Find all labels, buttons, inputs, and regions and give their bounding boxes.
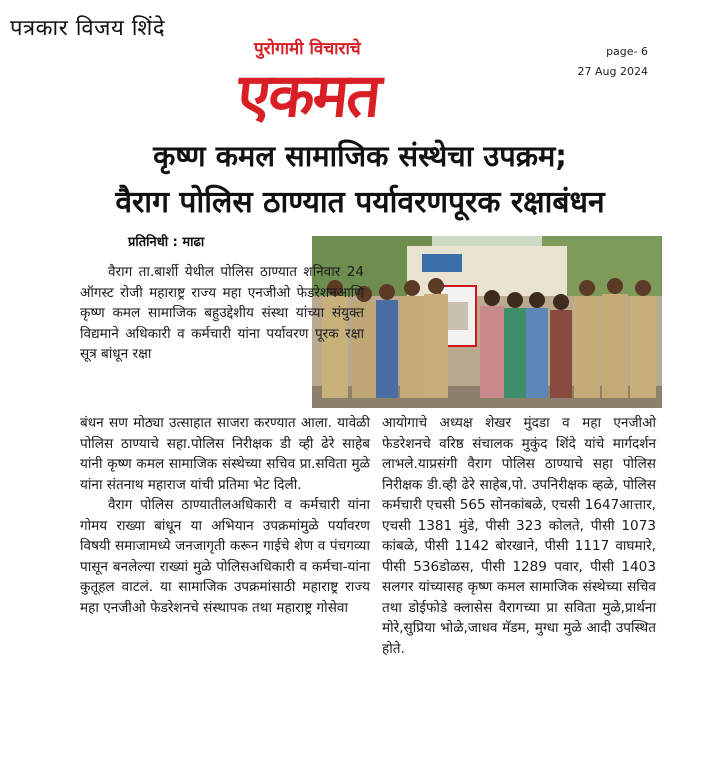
paragraph-1-part-a: वैराग ता.बार्शी येथील पोलिस ठाण्यात शनिवार 24 ऑगस्ट रोजी महाराष्ट्र राज्य महा एनजीओ फेडरेशनआणि कृष्ण कमल सामाजिक बहुउद्देशीय संस्था यांच्या संयुक्त विद्यमाने अधिकारी व कर्मचारी यांना पर्यावरण पूरक रक्षा सूत्र बांधून रक्षा	[80, 264, 364, 362]
masthead	[234, 34, 468, 131]
paragraph-3: आयोगाचे अध्यक्ष शेखर मुंदडा व महा एनजीओ फेडरेशनचे वरिष्ठ संचालक मुकुंद शिंदे यांचे मार्गदर्शन लाभले.याप्रसंगी वैराग पोलिस ठाण्याचे सहा पोलिस निरीक्षक डी.व्ही ढेरे साहेब,पो. उपनिरीक्षक व्हळे, पोलिस कर्मचारी एचसी 565 सोनकांबळे, एचसी 1647आत्तार, एचसी 1381 मुंडे, पीसी 323 कोलते, पीसी 1073 कांबळे, पीसी 1142 बोरखाने, पीसी 1117 वाघमारे, पीसी 536डोळस, पीसी 1289 पवार, पीसी 1403 सलगर यांच्यासह कृष्ण कमल सामाजिक संस्थेच्या सचिव तथा डोईफोडे क्लासेस वैरागच्या प्रा सविता मुळे,प्रार्थना मोरे,सुप्रिया भोळे,जाधव मॅडम, मुग्धा मुळे आदी उपस्थित होते.	[382, 415, 656, 657]
article-column-left-bottom	[80, 413, 370, 618]
paragraph-2: वैराग पोलिस ठाण्यातीलअधिकारी व कर्मचारी यांना गोमय राख्या बांधून या अभियान उपक्रमांमुळे पर्यावरण विषयी समाजामध्ये जनजागृती करून गाईचे शेण व पंचगव्या पासून बनलेल्या राख्यां मुळे पोलिसअधिकारी व कर्मचा-यांना कुतूहल वाटलं. या सामाजिक उपक्रमांसाठी महाराष्ट्र राज्य महा एनजीओ फेडरेशनचे संस्थापक तथा महाराष्ट्र गोसेवा	[80, 497, 370, 616]
newspaper-logo: एकमत	[234, 61, 383, 131]
edition-date: 27 Aug 2024	[577, 65, 648, 78]
article-photo	[312, 236, 662, 408]
article-column-left-top	[80, 262, 364, 365]
article-column-right	[382, 413, 656, 659]
paragraph-1-part-b: बंधन सण मोठ्या उत्साहात साजरा करण्यात आला. यावेळी पोलिस ठाण्याचे सहा.पोलिस निरीक्षक डी व्ही ढेरे साहेब यांनी कृष्ण कमल सामाजिक संस्थेच्या सचिव प्रा.सविता मुळे यांना संतनाथ महाराज यांची प्रतिमा भेट दिली.	[80, 415, 370, 493]
page-info	[578, 42, 648, 82]
page-number: page- 6	[606, 45, 648, 58]
reporter-credit: प्रतिनिधी : माढा	[128, 235, 205, 250]
headline-line-1: कृष्ण कमल सामाजिक संस्थेचा उपक्रम;	[153, 139, 567, 173]
headline-line-2: वैराग पोलिस ठाण्यात पर्यावरणपूरक रक्षाबंधन	[115, 185, 605, 220]
clip-caption: पत्रकार विजय शिंदे	[10, 16, 166, 41]
masthead-tagline: पुरोगामी विचाराचे	[254, 39, 361, 59]
